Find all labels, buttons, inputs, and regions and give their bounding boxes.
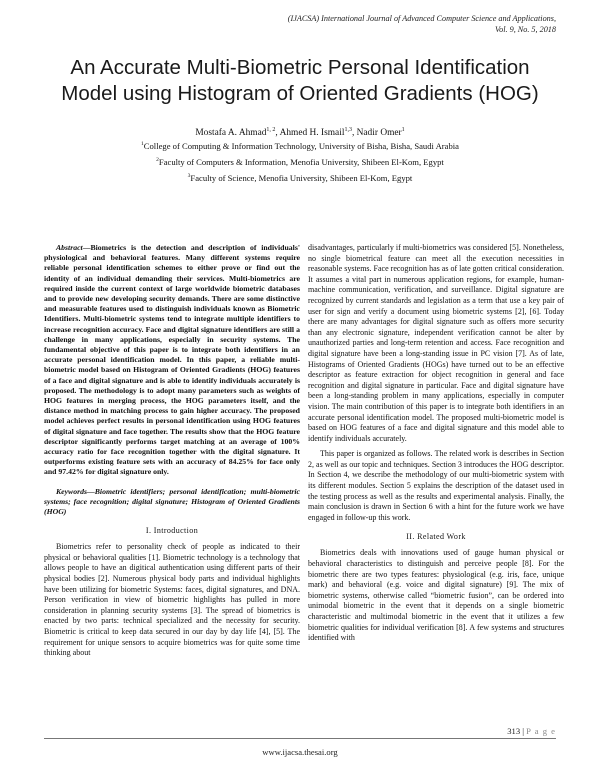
keywords-lead: Keywords [56, 486, 87, 496]
section-heading-related-work: II. Related Work [406, 532, 466, 542]
page-number-value: 313 [507, 726, 521, 736]
page-number [507, 726, 556, 736]
intro-paragraph: Biometrics refer to personality check of people as indicated to their physical or behavioral qualities [1]. Biometric technology is a technology that allows people to have an digitical authentication using different parts of their physical bodies [2]. Numerous physical body parts and individual highlights have been utilizing for biometric Systems: faces, digital signatures, and DNA. Person verification in view of biometric highlights has pulled in more consideration in planning security systems [3]. The spread of biometrics is enacted by two parts: technical specialized and the necessity for security. Biometric is critical to keep data secured in our day by day life [4], [5]. The requirement for unique sensors to acquire biometrics was for quite some time thinking about [44, 542, 300, 658]
left-column [44, 243, 300, 664]
abstract-body: Biometrics is the detection and description of individuals' physiological and behavioral features. Many different systems require reliable personal identification schemes to either prove or find out the identity of an individual demanding their services. Multi-biometrics are required inside the current context of large worldwide biometric databases and to provide new developing security demands. There are some distinctive and measurable features used to distinguish individuals known as Biometric Identifiers. Multi-biometric systems tend to integrate multiple identifiers to increase recognition accuracy. Face and digital signature identifiers are still a challenge in many applications, especially in security systems. The fundamental objective of this paper is to integrate both identifiers in an accurate personal identification model. In this paper, a reliable multi-biometric model based on Histogram of Oriented Gradients (HOG) features of a face and digital signature and is able to identify individuals accurately is proposed. The methodology is to adopt many parameters such as weights of HOG features in merging process, the HOG parameters itself, and the distance method in matching process to gain higher accuracy. The proposed model achieves perfect results in personal identification using HOG features of digital signature and face together. The results show that the HOG feature descriptor significantly performs target matching at an average of 100% accuracy ratio for face recognition together with the digital signature. It outperforms existing feature sets with an accuracy of 84.25% for face only and 97.42% for digital signature only. [44, 243, 300, 477]
page-label: P a g e [526, 726, 556, 736]
section-heading-introduction: I. Introduction [145, 526, 199, 536]
affiliation-3 [20, 171, 580, 184]
journal-volume: Vol. 9, No. 5, 2018 [495, 24, 556, 34]
title-line-2: Model using Histogram of Oriented Gradients (HOG) [61, 82, 539, 105]
affiliation-3-text: Faculty of Science, Menofia University, Shibeen El-Kom, Egypt [190, 172, 413, 183]
keywords [44, 487, 300, 518]
affiliation-1-text: College of Computing & Information Technology, University of Bisha, Bisha, Saudi Arabia [143, 140, 459, 151]
author-list [20, 124, 580, 139]
title-line-1: An Accurate Multi-Biometric Personal Identification [70, 56, 530, 79]
footer-website: www.ijacsa.thesai.org [262, 747, 338, 757]
author-2: , Ahmed H. Ismail [275, 128, 345, 139]
right-paragraph-2: This paper is organized as follows. The related work is describes in Section 2, as well as our topic and techniques. Section 3 introduces the HOG descriptor. In Section 4, we describe the methodology of our multi-biometric system with its different modules. Section 5 explains the description of the dataset used in the testing process as well as the results and experimental analysis. Finally, the main conclusion is drawn in Section 6 with a hint for the future work we have engaged in follow-up this work. [308, 449, 564, 522]
journal-header [176, 14, 556, 35]
author-1-sup: 1, 2 [266, 127, 276, 133]
right-paragraph-1: disadvantages, particularly if multi-biometrics was considered [5]. Nonetheless, no single biometrical feature can meet all the execution necessities in reasonable systems. Face recognition has as of late gotten critical consideration. It assumes a vital part in numerous application regions, for example, human-machine communication, verification, and surveillance. Digital signature are recognized by current standards and legislation as a term that use a key pair of user for sign and verify a document using biometric systems [2], [6]. Today there are many advantages for digital signature such as offers more security than any electronic signature, independent verification cannot be alter by unauthorized parties and long-term retention and access. Face recognition and digital signature have been a long-standing issue in PC vision [7]. As of late, Histograms of Oriented Gradients (HOGs) have turned out to be an effective descriptor as feature extraction for object recognition in general and face recognition and digital signature in particular. Face and digital signature have been a long-standing problem in many applications, especially in computer vision. The main contribution of this paper is to integrate both identifiers in an accurate personal identification model. The proposed multi-biometric model is based on HOG features of a face and digital signature and this model able to identify individuals accurately. [308, 243, 564, 443]
paper-title [20, 55, 580, 107]
footer-divider [44, 738, 556, 739]
affiliation-3-sup: 3 [187, 173, 191, 179]
related-work-paragraph: Biometrics deals with innovations used of gauge human physical or behavioral characteristics to distinguish and perceive people [8]. For the biometric there are two types features: physiological (e.g. iris, face, unique mark) and behavioral (e.g. voice and digital signature) [9]. The mix of biometric systems, otherwise called “biometric fusion”, can be ordered into unimodal biometric in the event that it depends on a single biometric characteristic and multimodal biometric in the event that it utilizes a few biometric qualities for individual verification [8]. A few systems and structures identified with [308, 548, 564, 643]
affiliation-1 [20, 139, 580, 152]
abstract [44, 243, 300, 478]
right-column [308, 243, 564, 649]
journal-name: (IJACSA) International Journal of Advanced Computer Science and Applications, [287, 14, 556, 23]
author-1: Mostafa A. Ahmad [195, 128, 267, 139]
page-number-separator: | [520, 726, 527, 736]
author-3: , Nadir Omer [351, 128, 402, 139]
author-2-sup: 1,3 [344, 127, 352, 133]
abstract-dash: — [82, 243, 91, 252]
abstract-lead: Abstract [56, 243, 83, 252]
affiliation-2-text: Faculty of Computers & Information, Menofia University, Shibeen El-Kom, Egypt [158, 156, 444, 167]
author-3-sup: 1 [401, 127, 405, 133]
keywords-body: —Biometric identifiers; personal identification; multi-biometric systems; face recognition; digital signature; Histogram of Oriented Gradients (HOG) [44, 486, 300, 517]
affiliation-2 [20, 155, 580, 168]
affiliation-2-sup: 2 [156, 157, 159, 163]
affiliation-1-sup: 1 [141, 141, 144, 147]
